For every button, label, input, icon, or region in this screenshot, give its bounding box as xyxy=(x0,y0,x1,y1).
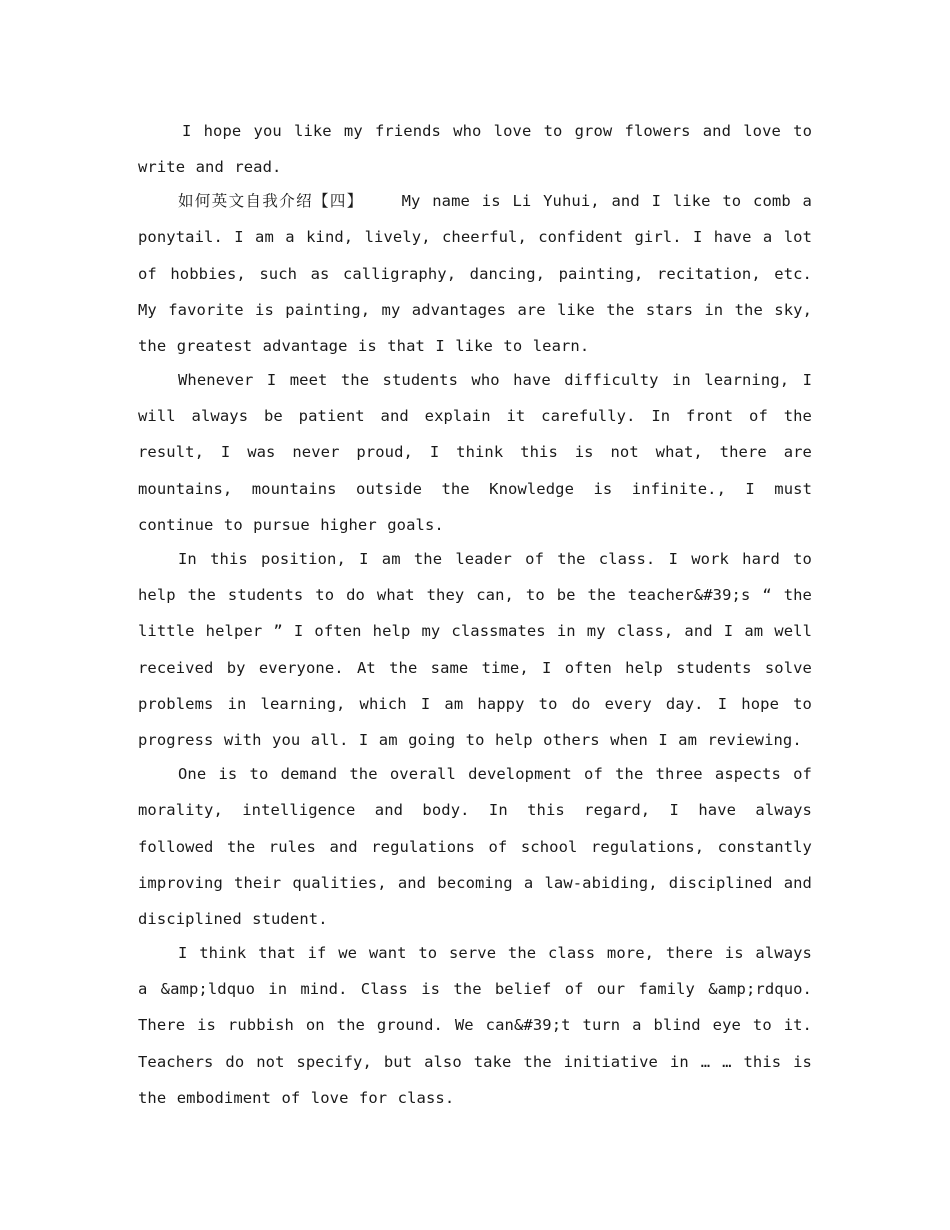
paragraph-6 xyxy=(138,935,812,1116)
document-body xyxy=(138,113,812,1114)
paragraph-5 xyxy=(138,756,812,937)
section-heading: 如何英文自我介绍【四】 xyxy=(178,192,364,210)
paragraph-4 xyxy=(138,541,812,759)
paragraph-1-text: I hope you like my friends who love to grow flowers and love to write and read. xyxy=(138,122,812,177)
paragraph-5-text: One is to demand the overall development of the three aspects of morality, intelligence and body. In this regard, I have always followed the rules and regulations of school regulations, constantly improving their qualities, and becoming a law-abiding, disciplined and disciplined student. xyxy=(138,764,812,929)
paragraph-2 xyxy=(138,183,812,364)
paragraph-3 xyxy=(138,362,812,543)
paragraph-1 xyxy=(138,113,812,186)
paragraph-3-text: Whenever I meet the students who have difficulty in learning, I will always be patient and explain it carefully. In front of the result, I was never proud, I think this is not what, there are mountains, mountains outside the Knowledge is infinite., I must continue to pursue higher goals. xyxy=(138,370,812,535)
paragraph-2-text: My name is Li Yuhui, and I like to comb a ponytail. I am a kind, lively, cheerful, confident girl. I have a lot of hobbies, such as calligraphy, dancing, painting, recitation, etc. My favorite is painting, my advantages are like the stars in the sky, the greatest advantage is that I like to learn. xyxy=(138,192,812,356)
paragraph-6-text: I think that if we want to serve the class more, there is always a &amp;ldquo in mind. Class is the belief of our family &amp;rdquo. There is rubbish on the ground. We can&#39;t turn a blind eye to it. Teachers do not specify, but also take the initiative in … … this is the embodiment of love for class. xyxy=(138,943,812,1108)
paragraph-4-text: In this position, I am the leader of the class. I work hard to help the students to do what they can, to be the teacher&#39;s “ the little helper ” I often help my classmates in my class, and I am well received by everyone. At the same time, I often help students solve problems in learning, which I am happy to do every day. I hope to progress with you all. I am going to help others when I am reviewing. xyxy=(138,549,812,750)
